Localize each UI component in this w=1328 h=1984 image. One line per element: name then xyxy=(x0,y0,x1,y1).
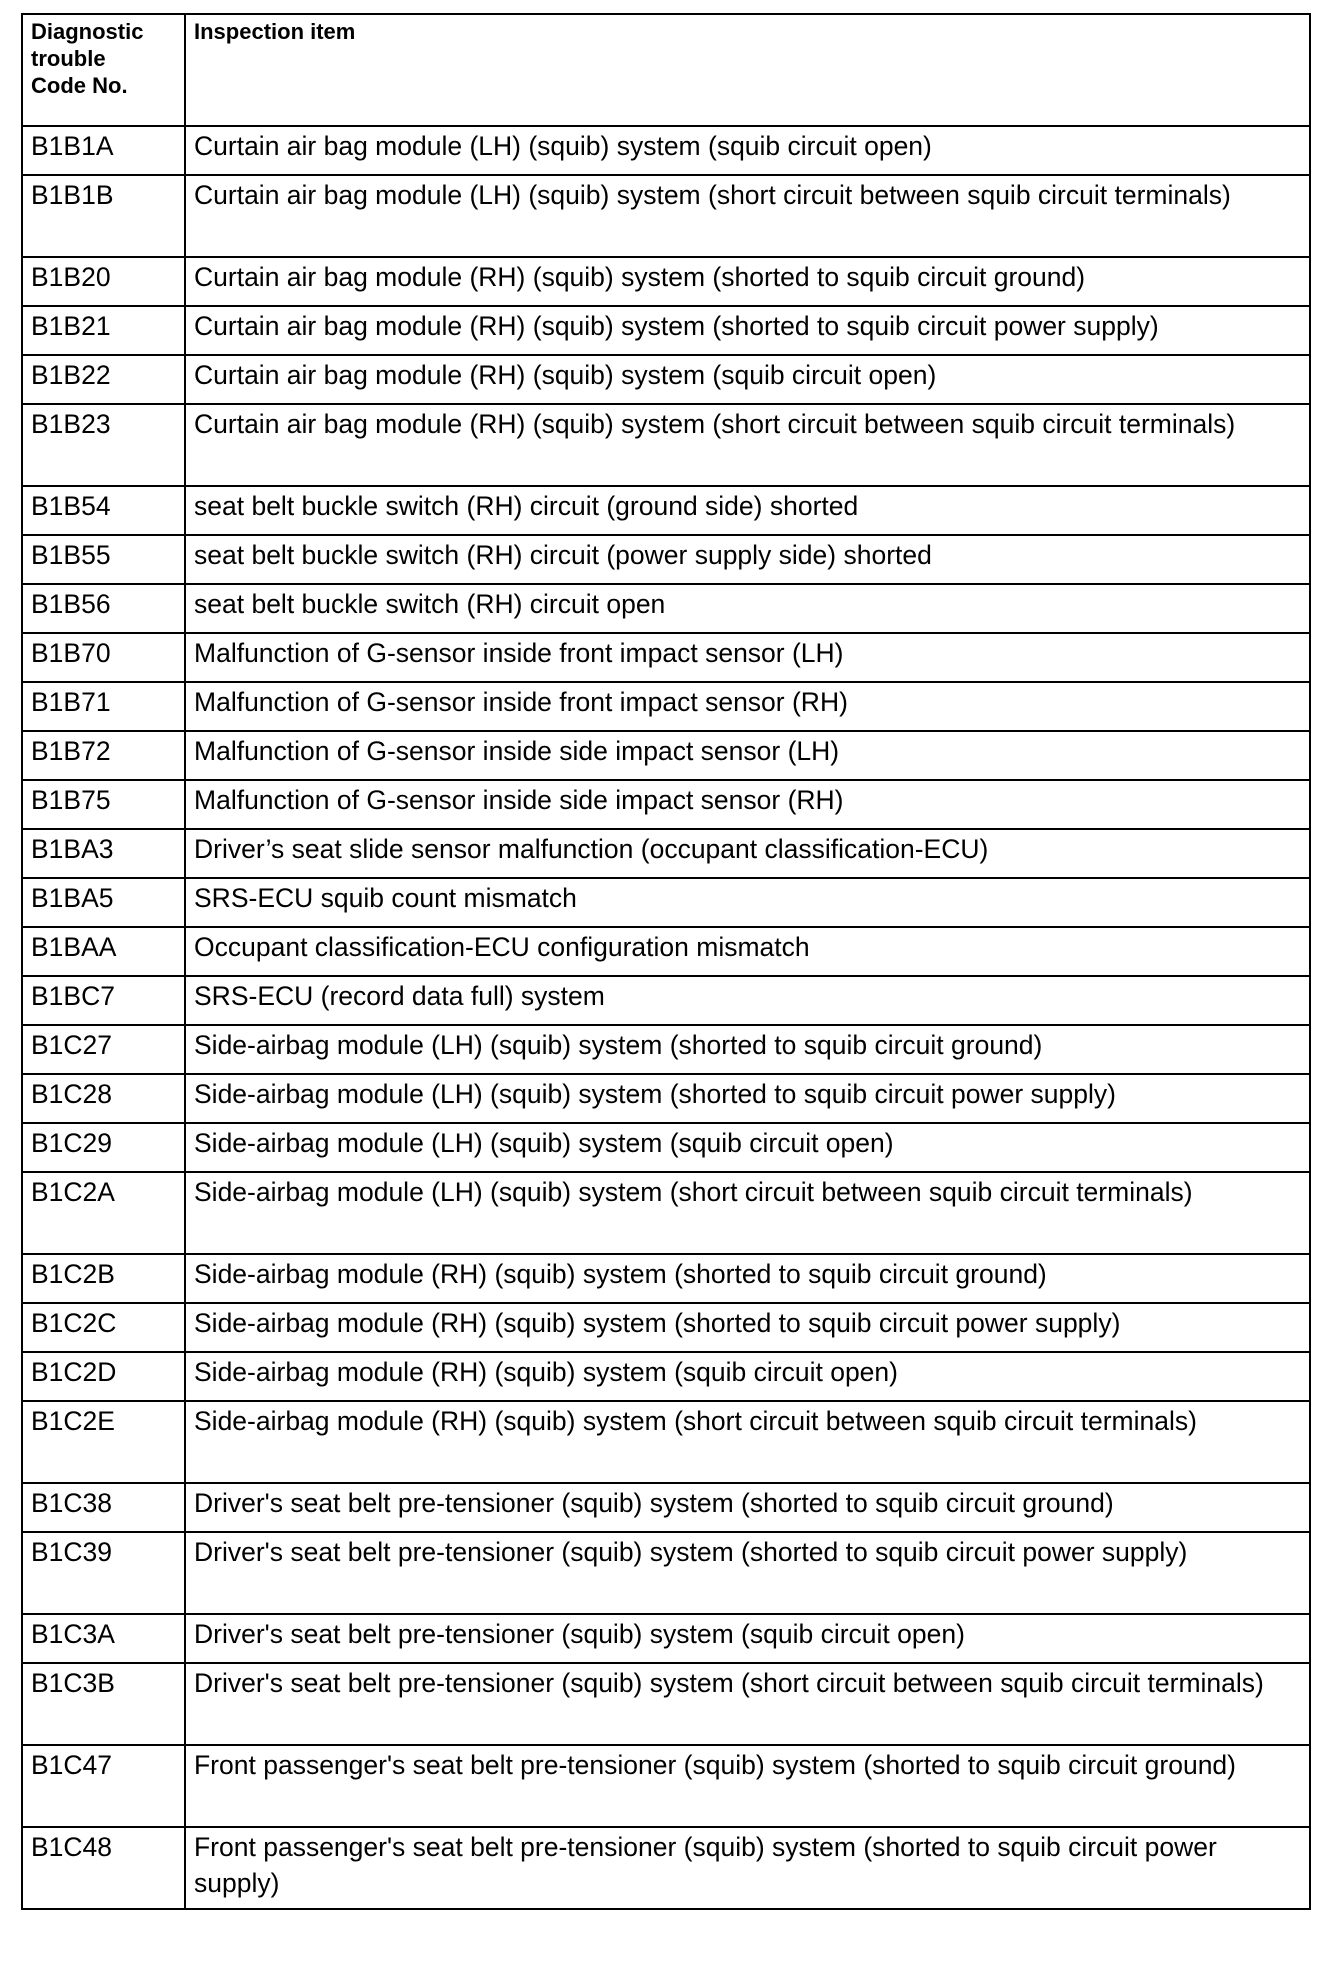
inspection-item-cell: Driver's seat belt pre-tensioner (squib) system (shorted to squib circuit power supply) xyxy=(185,1532,1310,1614)
table-row xyxy=(22,780,1310,829)
dtc-code-cell: B1B22 xyxy=(22,355,185,404)
dtc-code-cell: B1B54 xyxy=(22,486,185,535)
inspection-item-cell: Driver's seat belt pre-tensioner (squib) system (short circuit between squib circuit terminals) xyxy=(185,1663,1310,1745)
dtc-code-cell: B1B70 xyxy=(22,633,185,682)
table-row xyxy=(22,1827,1310,1909)
inspection-item-cell: Side-airbag module (RH) (squib) system (squib circuit open) xyxy=(185,1352,1310,1401)
dtc-code-cell: B1B56 xyxy=(22,584,185,633)
table-row xyxy=(22,1401,1310,1483)
dtc-code-cell: B1B20 xyxy=(22,257,185,306)
table-row xyxy=(22,976,1310,1025)
table-row xyxy=(22,1663,1310,1745)
inspection-item-cell: Curtain air bag module (LH) (squib) system (short circuit between squib circuit terminals) xyxy=(185,175,1310,257)
header-code-line: Diagnostic xyxy=(31,19,144,44)
inspection-item-cell: Curtain air bag module (RH) (squib) system (squib circuit open) xyxy=(185,355,1310,404)
inspection-item-cell: Malfunction of G-sensor inside front impact sensor (RH) xyxy=(185,682,1310,731)
table-row xyxy=(22,175,1310,257)
inspection-item-cell: Side-airbag module (LH) (squib) system (shorted to squib circuit power supply) xyxy=(185,1074,1310,1123)
dtc-code-cell: B1C27 xyxy=(22,1025,185,1074)
table-row xyxy=(22,1254,1310,1303)
table-row xyxy=(22,682,1310,731)
dtc-code-cell: B1B1B xyxy=(22,175,185,257)
header-item: Inspection item xyxy=(185,14,1310,126)
table-row xyxy=(22,584,1310,633)
inspection-item-cell: Curtain air bag module (RH) (squib) system (shorted to squib circuit ground) xyxy=(185,257,1310,306)
table-row xyxy=(22,1172,1310,1254)
table-body xyxy=(22,126,1310,1909)
dtc-code-cell: B1C2D xyxy=(22,1352,185,1401)
table-row xyxy=(22,306,1310,355)
dtc-code-cell: B1B21 xyxy=(22,306,185,355)
inspection-item-cell: SRS-ECU squib count mismatch xyxy=(185,878,1310,927)
table-row xyxy=(22,404,1310,486)
table-header-row xyxy=(22,14,1310,126)
inspection-item-cell: Malfunction of G-sensor inside side impact sensor (RH) xyxy=(185,780,1310,829)
header-code-line: trouble xyxy=(31,46,106,71)
inspection-item-cell: Curtain air bag module (LH) (squib) system (squib circuit open) xyxy=(185,126,1310,175)
table-row xyxy=(22,1532,1310,1614)
table-row xyxy=(22,1123,1310,1172)
table-row xyxy=(22,1025,1310,1074)
table-row xyxy=(22,1614,1310,1663)
dtc-code-cell: B1C29 xyxy=(22,1123,185,1172)
dtc-code-cell: B1C2B xyxy=(22,1254,185,1303)
dtc-code-cell: B1B23 xyxy=(22,404,185,486)
table-row xyxy=(22,927,1310,976)
inspection-item-cell: Side-airbag module (LH) (squib) system (squib circuit open) xyxy=(185,1123,1310,1172)
table-row xyxy=(22,1352,1310,1401)
table-row xyxy=(22,126,1310,175)
inspection-item-cell: Driver's seat belt pre-tensioner (squib) system (squib circuit open) xyxy=(185,1614,1310,1663)
inspection-item-cell: seat belt buckle switch (RH) circuit (ground side) shorted xyxy=(185,486,1310,535)
table-row xyxy=(22,1483,1310,1532)
dtc-code-cell: B1C48 xyxy=(22,1827,185,1909)
table-row xyxy=(22,731,1310,780)
dtc-code-cell: B1C28 xyxy=(22,1074,185,1123)
table-row xyxy=(22,633,1310,682)
inspection-item-cell: Side-airbag module (LH) (squib) system (shorted to squib circuit ground) xyxy=(185,1025,1310,1074)
inspection-item-cell: SRS-ECU (record data full) system xyxy=(185,976,1310,1025)
dtc-code-cell: B1B75 xyxy=(22,780,185,829)
inspection-item-cell: seat belt buckle switch (RH) circuit (power supply side) shorted xyxy=(185,535,1310,584)
dtc-code-cell: B1C2A xyxy=(22,1172,185,1254)
dtc-code-cell: B1C2C xyxy=(22,1303,185,1352)
inspection-item-cell: Side-airbag module (RH) (squib) system (short circuit between squib circuit terminals) xyxy=(185,1401,1310,1483)
dtc-code-cell: B1C38 xyxy=(22,1483,185,1532)
inspection-item-cell: Curtain air bag module (RH) (squib) system (short circuit between squib circuit terminals) xyxy=(185,404,1310,486)
table-row xyxy=(22,878,1310,927)
table-row xyxy=(22,1074,1310,1123)
table-row xyxy=(22,535,1310,584)
dtc-code-cell: B1B72 xyxy=(22,731,185,780)
dtc-code-cell: B1B1A xyxy=(22,126,185,175)
inspection-item-cell: Curtain air bag module (RH) (squib) system (shorted to squib circuit power supply) xyxy=(185,306,1310,355)
table-row xyxy=(22,1745,1310,1827)
inspection-item-cell: Side-airbag module (RH) (squib) system (shorted to squib circuit power supply) xyxy=(185,1303,1310,1352)
dtc-table xyxy=(21,13,1311,1910)
inspection-item-cell: Driver’s seat slide sensor malfunction (occupant classification-ECU) xyxy=(185,829,1310,878)
dtc-code-cell: B1C3A xyxy=(22,1614,185,1663)
dtc-code-cell: B1C47 xyxy=(22,1745,185,1827)
inspection-item-cell: Side-airbag module (LH) (squib) system (short circuit between squib circuit terminals) xyxy=(185,1172,1310,1254)
dtc-code-cell: B1BC7 xyxy=(22,976,185,1025)
table-row xyxy=(22,829,1310,878)
dtc-code-cell: B1BAA xyxy=(22,927,185,976)
table-row xyxy=(22,257,1310,306)
inspection-item-cell: Driver's seat belt pre-tensioner (squib) system (shorted to squib circuit ground) xyxy=(185,1483,1310,1532)
dtc-code-cell: B1BA5 xyxy=(22,878,185,927)
dtc-code-cell: B1B71 xyxy=(22,682,185,731)
inspection-item-cell: Malfunction of G-sensor inside front impact sensor (LH) xyxy=(185,633,1310,682)
table-row xyxy=(22,486,1310,535)
dtc-code-cell: B1B55 xyxy=(22,535,185,584)
dtc-code-cell: B1C39 xyxy=(22,1532,185,1614)
dtc-code-cell: B1C3B xyxy=(22,1663,185,1745)
inspection-item-cell: Occupant classification-ECU configuration mismatch xyxy=(185,927,1310,976)
inspection-item-cell: Side-airbag module (RH) (squib) system (shorted to squib circuit ground) xyxy=(185,1254,1310,1303)
dtc-code-cell: B1BA3 xyxy=(22,829,185,878)
inspection-item-cell: seat belt buckle switch (RH) circuit open xyxy=(185,584,1310,633)
header-code xyxy=(22,14,185,126)
header-code-line: Code No. xyxy=(31,73,128,98)
inspection-item-cell: Front passenger's seat belt pre-tensioner (squib) system (shorted to squib circuit power supply) xyxy=(185,1827,1310,1909)
inspection-item-cell: Malfunction of G-sensor inside side impact sensor (LH) xyxy=(185,731,1310,780)
inspection-item-cell: Front passenger's seat belt pre-tensioner (squib) system (shorted to squib circuit ground) xyxy=(185,1745,1310,1827)
dtc-code-cell: B1C2E xyxy=(22,1401,185,1483)
table-row xyxy=(22,1303,1310,1352)
table-row xyxy=(22,355,1310,404)
